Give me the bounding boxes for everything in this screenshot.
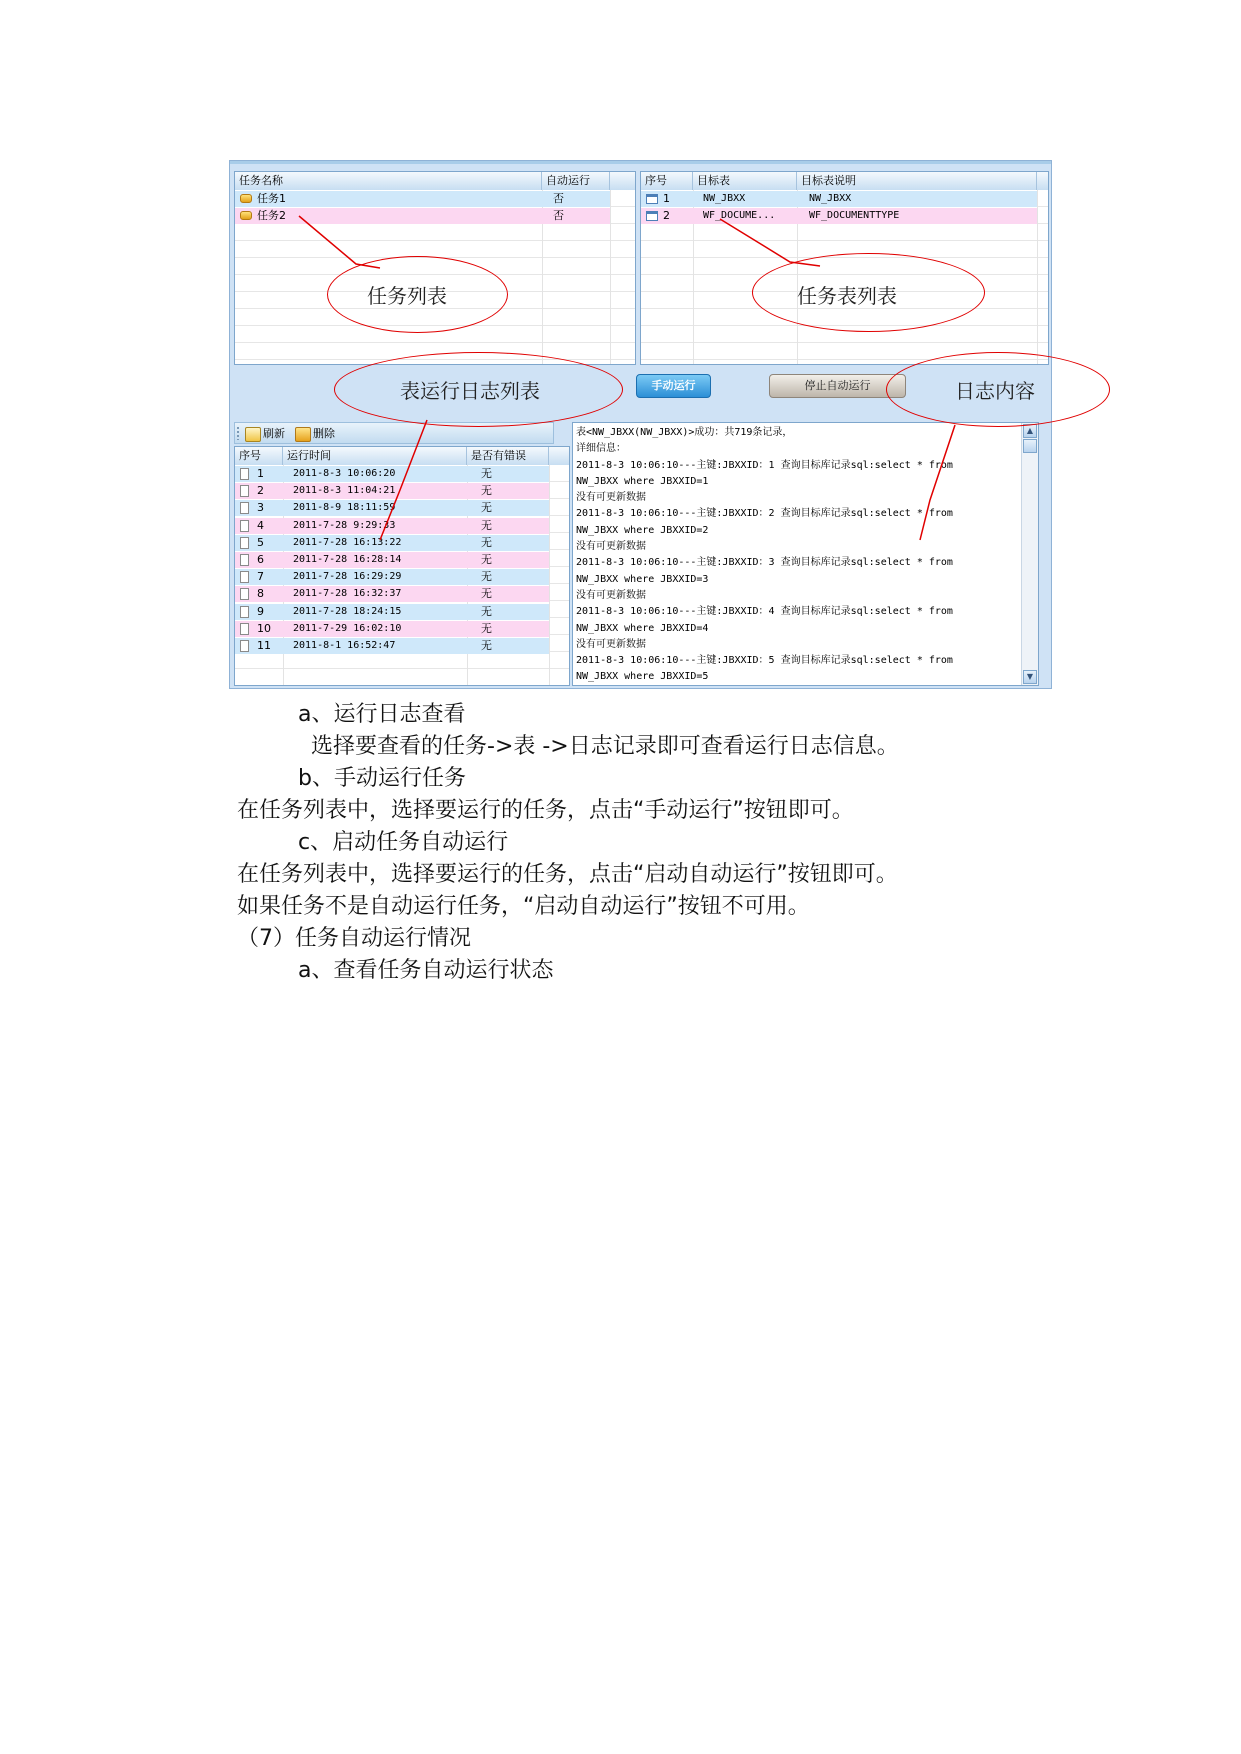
log-file-icon (240, 606, 249, 618)
log-line: 详细信息： (576, 443, 626, 455)
run-log-no: 11 (257, 639, 271, 652)
callout-run-log-list-label: 表运行日志列表 (400, 379, 540, 403)
run-log-row[interactable] (235, 535, 549, 551)
run-log-time: 2011-7-28 18:24:15 (293, 605, 402, 617)
run-log-error: 无 (481, 484, 492, 498)
run-log-time: 2011-7-28 16:13:22 (293, 536, 402, 548)
task-icon (240, 194, 252, 203)
log-line: NW_JBXX where JBXXID=2 (576, 524, 709, 536)
col-task-name[interactable]: 任务名称 (235, 172, 542, 190)
run-log-row[interactable] (235, 604, 549, 620)
toolbar-grip-icon (237, 427, 239, 440)
log-file-icon (240, 571, 249, 583)
run-log-error: 无 (481, 604, 492, 618)
task-auto-run: 否 (553, 209, 564, 222)
delete-button[interactable] (295, 425, 335, 442)
run-log-time: 2011-8-3 10:06:20 (293, 468, 396, 479)
scroll-up-icon[interactable]: ▲ (1023, 424, 1037, 438)
task-list-header (235, 172, 635, 191)
log-line: NW_JBXX where JBXXID=4 (576, 622, 709, 634)
run-log-error: 无 (481, 518, 492, 532)
run-log-no: 10 (257, 621, 271, 635)
task-auto-run: 否 (553, 192, 564, 205)
refresh-label: 刷新 (263, 427, 285, 440)
stop-auto-run-button[interactable]: 停止自动运行 (769, 374, 906, 398)
run-log-no: 5 (257, 535, 264, 549)
section-7-heading: （7）任务自动运行情况 (237, 926, 471, 951)
col-run-time[interactable]: 运行时间 (283, 447, 467, 465)
log-line: NW_JBXX where JBXXID=5 (576, 671, 709, 683)
run-log-no: 2 (257, 484, 264, 498)
run-log-time: 2011-7-28 16:28:14 (293, 554, 402, 565)
run-log-error: 无 (481, 501, 492, 515)
run-log-row[interactable] (235, 466, 549, 482)
log-line: 没有可更新数据 (576, 492, 646, 504)
target-no: 1 (663, 192, 670, 205)
log-line: 2011-8-3 10:06:10---主键:JBXXID：1 查询目标库记录sql:select * from (576, 459, 953, 471)
target-row[interactable] (641, 208, 1037, 224)
log-file-icon (240, 554, 249, 566)
delete-label: 删除 (313, 427, 335, 440)
table-icon (646, 194, 658, 204)
run-log-row[interactable] (235, 586, 549, 602)
run-log-error: 无 (481, 570, 492, 584)
col-filler (610, 172, 635, 190)
run-log-no: 7 (257, 570, 264, 584)
run-log-row[interactable] (235, 518, 549, 534)
run-log-time: 2011-8-9 18:11:59 (293, 502, 396, 514)
run-log-no: 6 (257, 553, 264, 566)
target-row[interactable] (641, 191, 1037, 207)
run-log-no: 3 (257, 501, 264, 515)
log-file-icon (240, 588, 249, 600)
col-target-desc[interactable]: 目标表说明 (797, 172, 1037, 190)
log-file-icon (240, 640, 249, 652)
target-desc: WF_DOCUMENTTYPE (809, 210, 900, 221)
run-log-error: 无 (481, 639, 492, 652)
delete-icon (295, 427, 311, 442)
run-log-no: 4 (257, 518, 264, 532)
log-scrollbar[interactable] (1021, 423, 1038, 685)
col-log-no[interactable]: 序号 (235, 447, 283, 465)
log-line: 2011-8-3 10:06:10---主键:JBXXID：3 查询目标库记录sql:select * from (576, 557, 953, 569)
run-log-row[interactable] (235, 483, 549, 499)
log-line: NW_JBXX where JBXXID=1 (576, 475, 709, 487)
run-log-time: 2011-8-1 16:52:47 (293, 640, 396, 651)
task-row[interactable] (235, 191, 610, 207)
callout-log-content-label: 日志内容 (955, 379, 1035, 403)
log-file-icon (240, 502, 249, 514)
log-file-icon (240, 520, 249, 532)
target-table: NW_JBXX (703, 193, 746, 204)
section-7a-heading: a、查看任务自动运行状态 (298, 958, 554, 983)
log-line: 表<NW_JBXX(NW_JBXX)>成功：共719条记录， (576, 427, 793, 438)
section-c-heading: c、启动任务自动运行 (298, 830, 509, 855)
run-log-error: 无 (481, 621, 492, 635)
log-line: 没有可更新数据 (576, 541, 646, 553)
section-b-text: 在任务列表中，选择要运行的任务，点击“手动运行”按钮即可。 (237, 798, 854, 823)
run-log-error: 无 (481, 553, 492, 566)
log-line: 2011-8-3 10:06:10---主键:JBXXID：4 查询目标库记录sql:select * from (576, 606, 953, 618)
grid-line (549, 465, 550, 685)
col-auto-run[interactable]: 自动运行 (542, 172, 610, 190)
log-line: 2011-8-3 10:06:10---主键:JBXXID：5 查询目标库记录sql:select * from (576, 655, 953, 667)
section-a-heading: a、运行日志查看 (298, 702, 466, 727)
run-log-error: 无 (481, 587, 492, 601)
log-file-icon (240, 485, 249, 497)
section-b-heading: b、手动运行任务 (298, 766, 466, 791)
section-c-note: 如果任务不是自动运行任务，“启动自动运行”按钮不可用。 (237, 894, 810, 919)
run-log-time: 2011-7-28 16:29:29 (293, 571, 402, 583)
task-icon (240, 211, 252, 220)
log-line: 2011-8-3 10:06:10---主键:JBXXID：2 查询目标库记录sql:select * from (576, 508, 953, 520)
run-log-time: 2011-7-28 16:32:37 (293, 588, 402, 600)
run-log-no: 9 (257, 604, 264, 618)
run-log-no: 8 (257, 587, 264, 601)
col-has-error[interactable]: 是否有错误 (467, 447, 549, 465)
section-a-text: 选择要查看的任务->表 ->日志记录即可查看运行日志信息。 (311, 734, 899, 759)
run-log-header (235, 447, 569, 466)
run-log-row[interactable] (235, 638, 549, 654)
col-target-table[interactable]: 目标表 (693, 172, 797, 190)
log-file-icon (240, 623, 249, 635)
grid-line (1037, 190, 1038, 364)
run-log-error: 无 (481, 467, 492, 480)
log-line: 没有可更新数据 (576, 589, 646, 601)
run-log-time: 2011-7-29 16:02:10 (293, 622, 402, 634)
scroll-down-icon[interactable]: ▼ (1023, 670, 1037, 684)
run-log-row[interactable] (235, 569, 549, 585)
log-line: NW_JBXX where JBXXID=3 (576, 573, 709, 585)
run-log-row[interactable] (235, 552, 549, 568)
run-log-no: 1 (257, 467, 264, 480)
manual-run-button[interactable]: 手动运行 (636, 374, 711, 398)
refresh-icon (245, 427, 261, 442)
target-table: WF_DOCUME... (703, 210, 776, 221)
run-log-list-panel (234, 446, 570, 686)
table-icon (646, 211, 658, 221)
target-desc: NW_JBXX (809, 193, 852, 204)
task-name: 任务2 (257, 209, 286, 222)
task-row[interactable] (235, 208, 610, 224)
col-no[interactable]: 序号 (641, 172, 693, 190)
scroll-thumb[interactable] (1023, 439, 1037, 453)
section-c-text: 在任务列表中，选择要运行的任务，点击“启动自动运行”按钮即可。 (237, 862, 898, 887)
log-content-text (576, 425, 1020, 686)
task-name: 任务1 (257, 192, 286, 205)
callout-task-list-label: 任务列表 (367, 284, 447, 308)
log-content-panel[interactable] (572, 422, 1039, 686)
run-log-row[interactable] (235, 621, 549, 637)
run-log-error: 无 (481, 535, 492, 549)
log-line: 没有可更新数据 (576, 638, 646, 650)
grid-line (610, 190, 611, 364)
task-manager-screenshot (229, 160, 1052, 689)
run-log-time: 2011-7-28 9:29:33 (293, 519, 396, 531)
target-table-header (641, 172, 1048, 191)
log-file-icon (240, 537, 249, 549)
refresh-button[interactable] (245, 425, 285, 442)
log-file-icon (240, 468, 249, 480)
run-log-row[interactable] (235, 500, 549, 516)
run-log-time: 2011-8-3 11:04:21 (293, 485, 396, 497)
window-top-border (230, 161, 1051, 164)
target-no: 2 (663, 209, 670, 222)
callout-task-table-list-label: 任务表列表 (797, 284, 897, 308)
